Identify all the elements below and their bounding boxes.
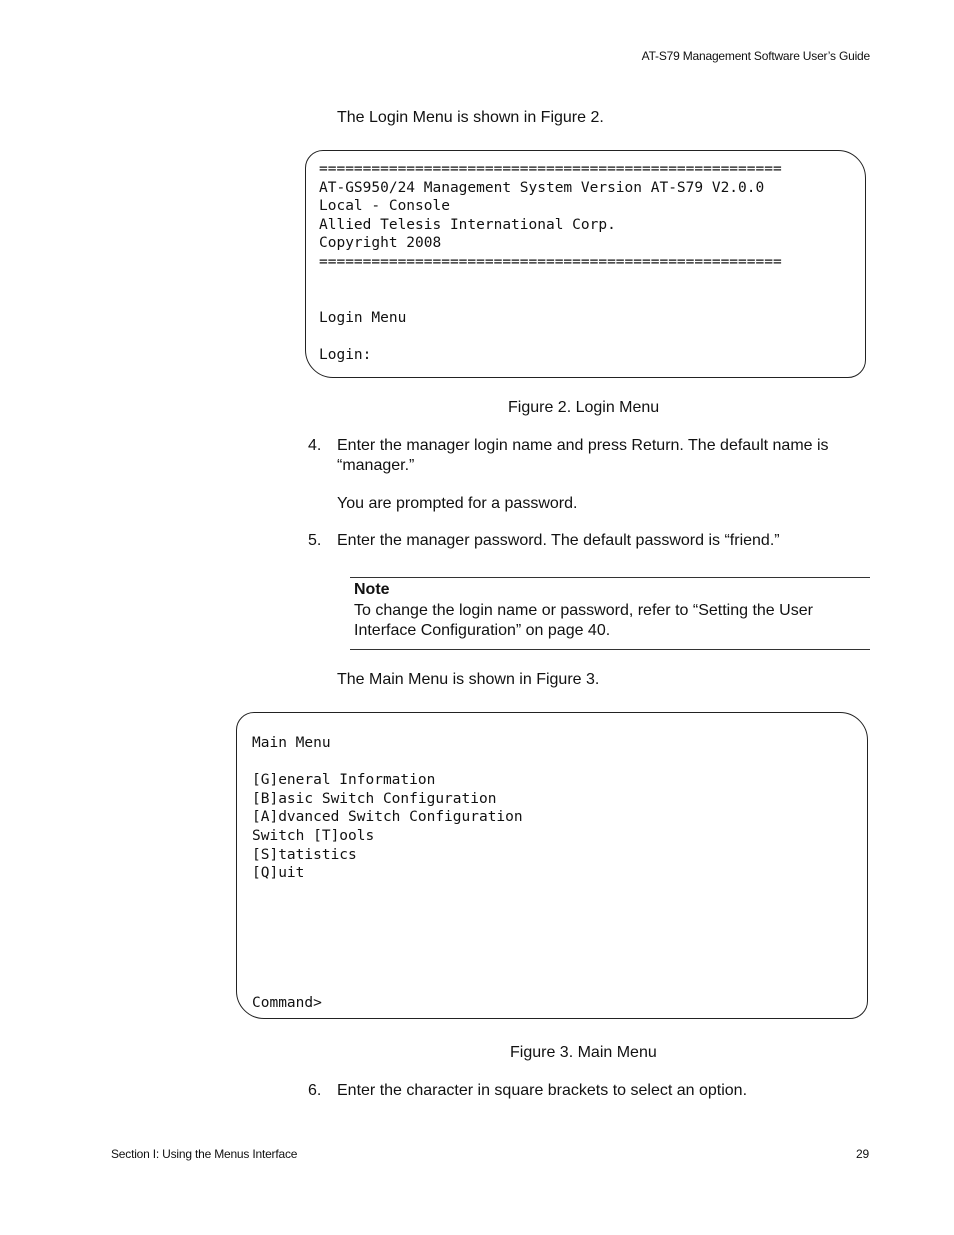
main-terminal-text: Main Menu [G]eneral Information [B]asic Switch Configuration [A]dvanced Switch Configuration Switch [T]ools [S]tatistics [Q]uit Command> (252, 735, 523, 1012)
footer-section: Section I: Using the Menus Interface (111, 1147, 298, 1161)
figure-2-caption: Figure 2. Login Menu (508, 399, 660, 416)
main-menu-terminal (236, 712, 868, 1019)
step-number: 4. (308, 437, 322, 454)
step-text: Enter the character in square brackets to select an option. (337, 1082, 748, 1099)
step-5 (308, 531, 878, 553)
step-number: 5. (308, 532, 322, 549)
step-4 (308, 436, 878, 478)
step-text: Enter the manager login name and press Return. The default name is “manager.” (337, 437, 829, 474)
note-box (350, 577, 870, 650)
step-6 (308, 1081, 878, 1103)
step-4-followup: You are prompted for a password. (337, 495, 578, 512)
running-header: AT-S79 Management Software User’s Guide (641, 49, 870, 63)
note-title: Note (354, 581, 390, 598)
step-text: Enter the manager password. The default password is “friend.” (337, 532, 780, 549)
login-menu-terminal (305, 150, 866, 378)
main-intro-paragraph: The Main Menu is shown in Figure 3. (337, 671, 600, 688)
footer-page-number: 29 (856, 1147, 869, 1161)
login-terminal-text: ===================================================== AT-GS950/24 Management System Version AT-S79 V2.0.0 Local - Console Allied Telesis International Corp. Copyright 2008 ===================================================== Login Menu Login: (319, 161, 782, 363)
step-number: 6. (308, 1082, 322, 1099)
figure-3-caption: Figure 3. Main Menu (510, 1044, 657, 1061)
login-intro-paragraph: The Login Menu is shown in Figure 2. (337, 109, 604, 126)
note-body: To change the login name or password, refer to “Setting the User Interface Configuration” on page 40. (354, 602, 813, 639)
